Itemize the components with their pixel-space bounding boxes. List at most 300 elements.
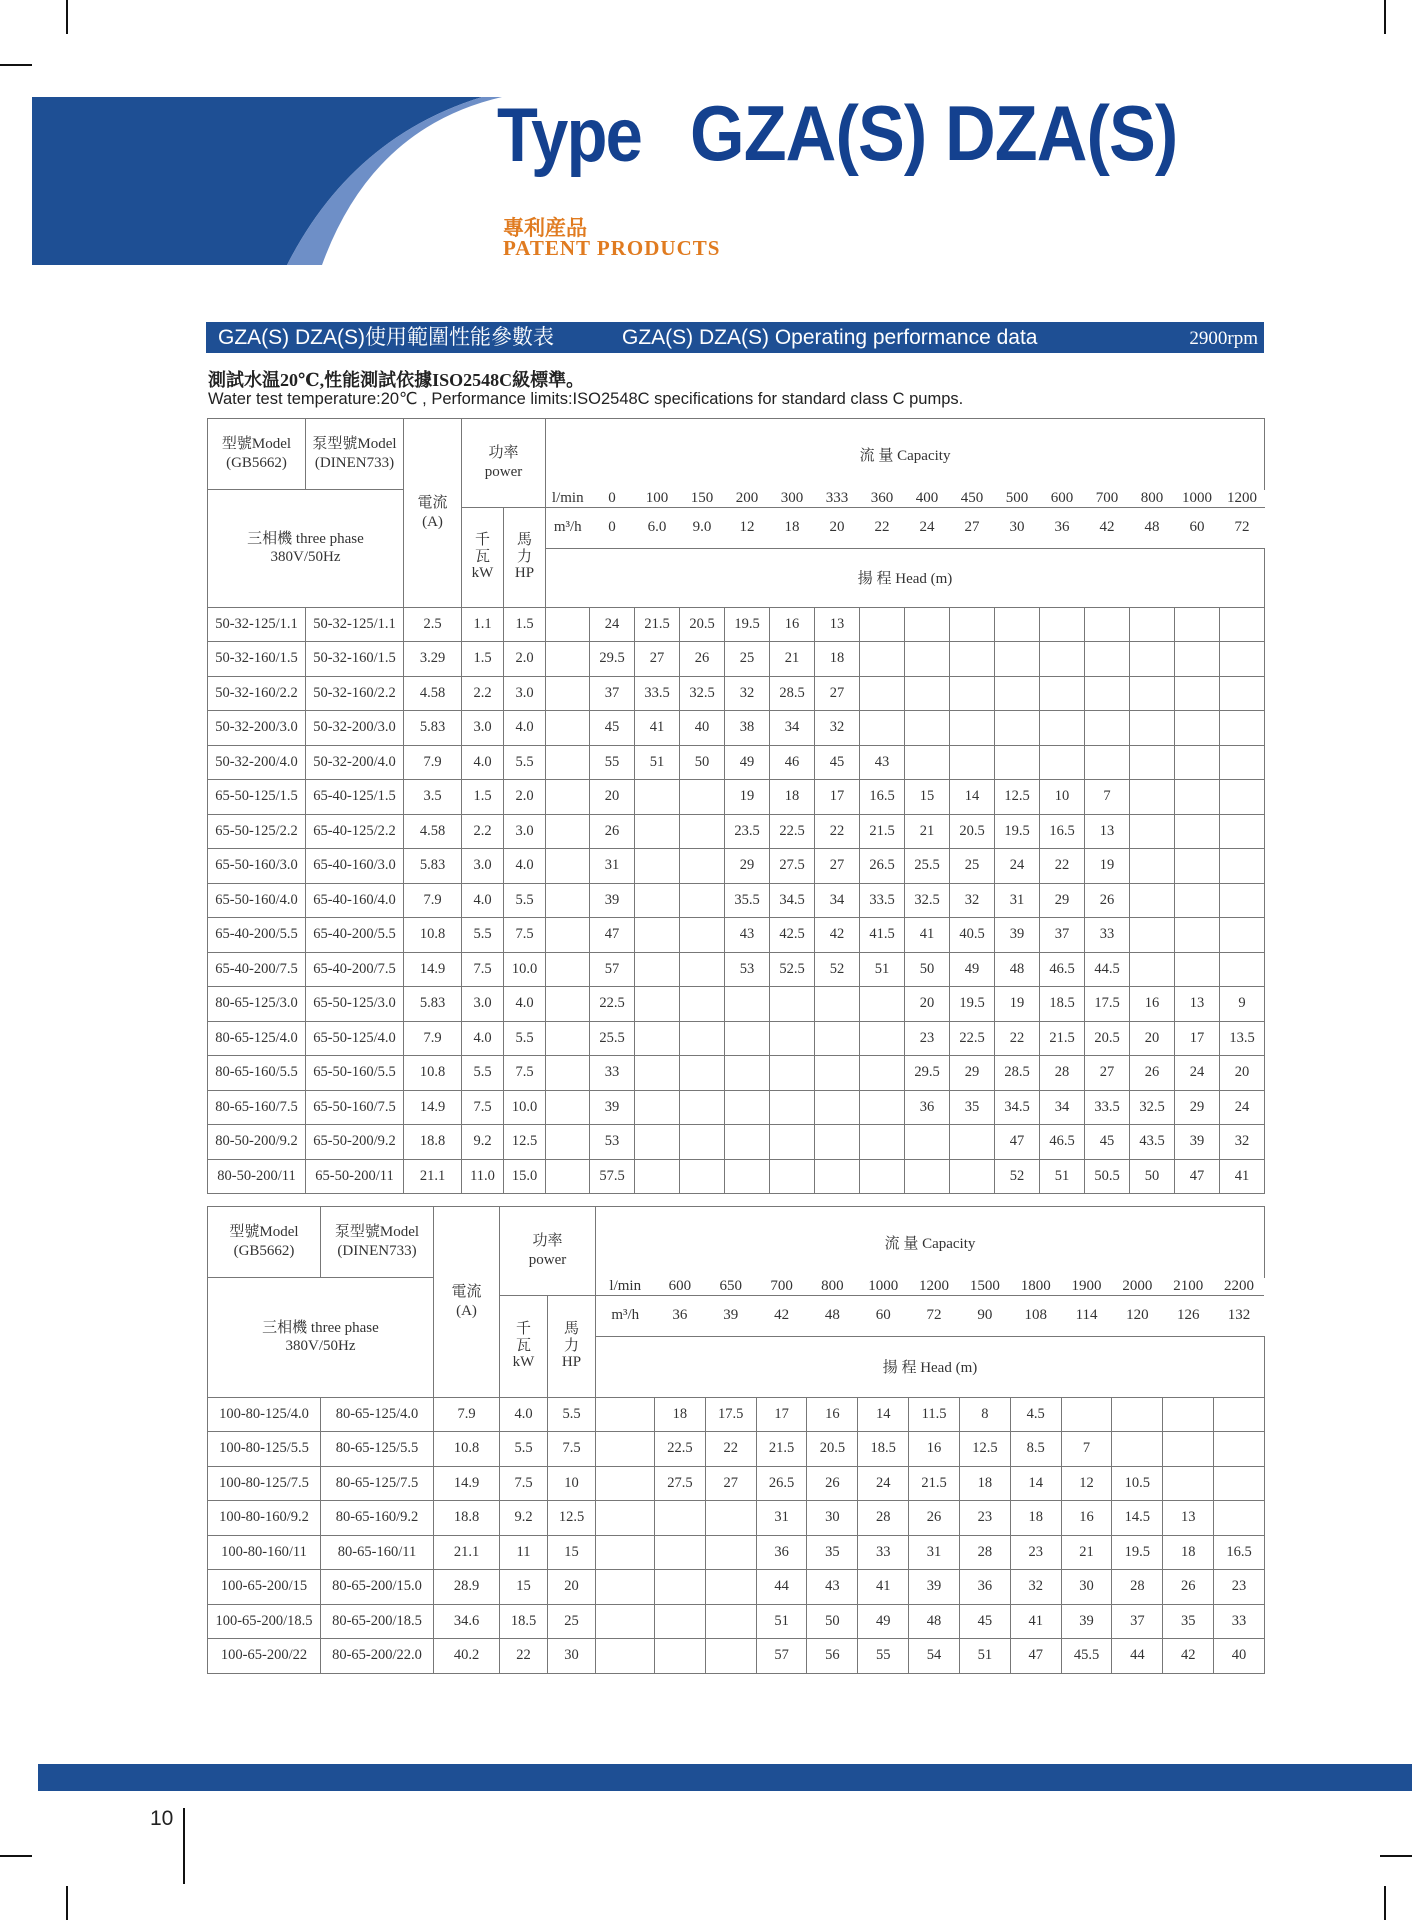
head-cell: 36 (905, 1090, 950, 1125)
head-cell (950, 745, 995, 780)
lmin-value: 400 (905, 490, 950, 508)
m3h-value: 90 (959, 1295, 1010, 1336)
table-row (208, 918, 1265, 953)
head-cell (950, 711, 995, 746)
head-cell: 28 (959, 1535, 1010, 1570)
head-cell: 10.5 (1112, 1466, 1163, 1501)
head-cell: 25.5 (590, 1021, 635, 1056)
head-cell: 20 (1130, 1021, 1175, 1056)
head-cell (1175, 952, 1220, 987)
head-cell: 32.5 (1130, 1090, 1175, 1125)
lmin-value: 2000 (1112, 1278, 1163, 1296)
current-cell: 34.6 (434, 1604, 500, 1639)
head-cell (705, 1570, 756, 1605)
head-cell: 27 (635, 642, 680, 677)
head-cell (725, 1056, 770, 1091)
header-row (208, 419, 1265, 490)
head-cell (950, 1125, 995, 1160)
table-row (208, 1466, 1265, 1501)
head-cell: 45 (590, 711, 635, 746)
head-cell: 19 (995, 987, 1040, 1022)
blank-cell (596, 1466, 655, 1501)
model-gb-cell: 80-65-160/7.5 (208, 1090, 306, 1125)
model-din-cell: 65-40-125/2.2 (306, 814, 404, 849)
head-cell: 47 (1175, 1159, 1220, 1194)
header-motor: 三相機 three phase 380V/50Hz (208, 490, 404, 608)
section-title-bar (206, 322, 1264, 353)
head-cell (1220, 814, 1265, 849)
hp-cell: 5.5 (504, 1021, 546, 1056)
head-cell: 21.5 (860, 814, 905, 849)
hp-cell: 30 (548, 1639, 596, 1674)
head-cell: 26 (590, 814, 635, 849)
blank-cell (596, 1535, 655, 1570)
head-cell (705, 1639, 756, 1674)
head-cell (1163, 1466, 1214, 1501)
blank-cell (596, 1604, 655, 1639)
head-cell: 9 (1220, 987, 1265, 1022)
blank-cell (546, 883, 590, 918)
model-din-cell: 80-65-160/11 (321, 1535, 434, 1570)
head-cell: 13 (1175, 987, 1220, 1022)
head-cell: 32 (725, 676, 770, 711)
patent-label-cn: 專利産品 (503, 216, 587, 240)
head-cell: 26 (807, 1466, 858, 1501)
head-cell: 13 (815, 607, 860, 642)
blank-cell (546, 745, 590, 780)
model-din-cell: 80-65-200/15.0 (321, 1570, 434, 1605)
head-cell (680, 1125, 725, 1160)
kw-cell: 1.5 (462, 642, 504, 677)
head-cell (1130, 745, 1175, 780)
header-current: 電流 (A) (434, 1207, 500, 1398)
hp-cell: 20 (548, 1570, 596, 1605)
m3h-value: 60 (1175, 507, 1220, 548)
table-row (208, 814, 1265, 849)
head-cell: 18 (815, 642, 860, 677)
head-cell (1214, 1466, 1265, 1501)
hp-cell: 3.0 (504, 814, 546, 849)
crop-mark (1384, 0, 1386, 34)
current-cell: 18.8 (404, 1125, 462, 1160)
header-band (32, 97, 502, 265)
head-cell (1220, 883, 1265, 918)
model-din-cell: 50-32-200/3.0 (306, 711, 404, 746)
hp-cell: 3.0 (504, 676, 546, 711)
head-cell: 33 (1214, 1604, 1265, 1639)
m3h-value: 60 (858, 1295, 909, 1336)
table-row (208, 1604, 1265, 1639)
head-cell (1040, 745, 1085, 780)
crop-mark (0, 64, 32, 66)
current-cell: 2.5 (404, 607, 462, 642)
blank-cell (546, 711, 590, 746)
head-cell: 43 (860, 745, 905, 780)
head-cell (860, 1056, 905, 1091)
table-row (208, 1056, 1265, 1091)
table-row (208, 1159, 1265, 1194)
head-cell: 16 (1130, 987, 1175, 1022)
model-gb-cell: 65-40-200/5.5 (208, 918, 306, 953)
header-kw: 千 瓦 kW (500, 1295, 548, 1397)
head-cell: 24 (590, 607, 635, 642)
head-cell: 18.5 (1040, 987, 1085, 1022)
head-cell (1220, 780, 1265, 815)
lmin-label: l/min (546, 490, 590, 508)
m3h-value: 114 (1061, 1295, 1112, 1336)
head-cell: 41.5 (860, 918, 905, 953)
head-cell: 43 (725, 918, 770, 953)
blank-cell (546, 952, 590, 987)
current-cell: 21.1 (404, 1159, 462, 1194)
head-cell: 50 (680, 745, 725, 780)
head-cell: 33 (1085, 918, 1130, 953)
head-cell: 14 (1010, 1466, 1061, 1501)
head-cell: 13 (1163, 1501, 1214, 1536)
current-cell: 3.29 (404, 642, 462, 677)
head-cell: 57 (590, 952, 635, 987)
head-cell: 20.5 (807, 1432, 858, 1467)
head-cell (725, 987, 770, 1022)
m3h-value: 27 (950, 507, 995, 548)
blank-cell (596, 1432, 655, 1467)
head-cell: 20 (590, 780, 635, 815)
head-cell: 33.5 (860, 883, 905, 918)
head-cell: 21.5 (635, 607, 680, 642)
head-cell: 50 (807, 1604, 858, 1639)
crop-mark (0, 1855, 32, 1857)
hp-cell: 10 (548, 1466, 596, 1501)
lmin-value: 2100 (1163, 1278, 1214, 1296)
head-cell: 25 (725, 642, 770, 677)
head-cell: 30 (807, 1501, 858, 1536)
head-cell: 37 (590, 676, 635, 711)
lmin-value: 600 (655, 1278, 706, 1296)
head-cell: 37 (1112, 1604, 1163, 1639)
head-cell (680, 883, 725, 918)
head-cell: 21.5 (1040, 1021, 1085, 1056)
table-row (208, 883, 1265, 918)
head-cell: 22.5 (590, 987, 635, 1022)
lmin-value: 200 (725, 490, 770, 508)
head-cell: 46 (770, 745, 815, 780)
lmin-value: 600 (1040, 490, 1085, 508)
head-cell (1040, 642, 1085, 677)
head-cell: 18 (1010, 1501, 1061, 1536)
head-cell: 57 (756, 1639, 807, 1674)
head-cell (1220, 745, 1265, 780)
m3h-value: 42 (1085, 507, 1130, 548)
header-power: 功率 power (462, 419, 546, 508)
head-cell: 19.5 (950, 987, 995, 1022)
kw-cell: 11.0 (462, 1159, 504, 1194)
head-cell: 31 (909, 1535, 960, 1570)
head-cell (905, 1125, 950, 1160)
head-cell: 29.5 (590, 642, 635, 677)
table-row (208, 1432, 1265, 1467)
head-cell (815, 1159, 860, 1194)
head-cell: 42.5 (770, 918, 815, 953)
head-cell (680, 814, 725, 849)
current-cell: 28.9 (434, 1570, 500, 1605)
hp-cell: 2.0 (504, 642, 546, 677)
head-cell (725, 1090, 770, 1125)
m3h-value: 42 (756, 1295, 807, 1336)
head-cell (860, 676, 905, 711)
model-din-cell: 80-65-125/7.5 (321, 1466, 434, 1501)
header-model-din: 泵型號Model (DINEN733) (321, 1207, 434, 1278)
header-hp: 馬 力 HP (548, 1295, 596, 1397)
head-cell: 16 (807, 1397, 858, 1432)
head-cell: 15 (905, 780, 950, 815)
header-model-din: 泵型號Model (DINEN733) (306, 419, 404, 490)
header-row (208, 490, 1265, 508)
head-cell (1175, 711, 1220, 746)
model-din-cell: 50-32-160/2.2 (306, 676, 404, 711)
blank-cell (546, 814, 590, 849)
head-cell (1130, 711, 1175, 746)
head-cell (1085, 642, 1130, 677)
head-cell: 8 (959, 1397, 1010, 1432)
current-cell: 14.9 (434, 1466, 500, 1501)
kw-cell: 4.0 (462, 883, 504, 918)
head-cell: 51 (1040, 1159, 1085, 1194)
head-cell: 26.5 (860, 849, 905, 884)
blank-cell (546, 918, 590, 953)
current-cell: 4.58 (404, 676, 462, 711)
model-din-cell: 65-50-200/9.2 (306, 1125, 404, 1160)
head-cell (635, 1159, 680, 1194)
head-cell: 40.5 (950, 918, 995, 953)
hp-cell: 15.0 (504, 1159, 546, 1194)
head-cell: 31 (756, 1501, 807, 1536)
head-cell: 35 (1163, 1604, 1214, 1639)
head-cell (680, 987, 725, 1022)
current-cell: 21.1 (434, 1535, 500, 1570)
head-cell: 41 (858, 1570, 909, 1605)
head-cell: 28 (858, 1501, 909, 1536)
model-din-cell: 65-50-160/5.5 (306, 1056, 404, 1091)
head-cell: 55 (858, 1639, 909, 1674)
lmin-value: 500 (995, 490, 1040, 508)
head-cell: 38 (725, 711, 770, 746)
model-din-cell: 65-40-125/1.5 (306, 780, 404, 815)
head-cell: 20.5 (680, 607, 725, 642)
current-cell: 4.58 (404, 814, 462, 849)
lmin-value: 700 (756, 1278, 807, 1296)
head-cell: 37 (1040, 918, 1085, 953)
head-cell: 45.5 (1061, 1639, 1112, 1674)
model-din-cell: 65-40-160/3.0 (306, 849, 404, 884)
head-cell (725, 1159, 770, 1194)
head-cell: 19.5 (995, 814, 1040, 849)
model-gb-cell: 65-40-200/7.5 (208, 952, 306, 987)
model-din-cell: 80-65-200/18.5 (321, 1604, 434, 1639)
model-din-cell: 50-32-160/1.5 (306, 642, 404, 677)
model-gb-cell: 100-80-160/11 (208, 1535, 321, 1570)
blank-cell (596, 1397, 655, 1432)
model-din-cell: 50-32-125/1.1 (306, 607, 404, 642)
head-cell (655, 1535, 706, 1570)
head-cell (1214, 1501, 1265, 1536)
head-cell (1130, 883, 1175, 918)
lmin-value: 0 (590, 490, 635, 508)
model-gb-cell: 80-50-200/11 (208, 1159, 306, 1194)
head-cell: 24 (1220, 1090, 1265, 1125)
head-cell: 52 (995, 1159, 1040, 1194)
m3h-value: 9.0 (680, 507, 725, 548)
crop-mark (1380, 1855, 1412, 1857)
head-cell (705, 1535, 756, 1570)
head-cell: 22.5 (950, 1021, 995, 1056)
head-cell: 22 (815, 814, 860, 849)
performance-table-1 (207, 418, 1265, 1194)
head-cell (1175, 642, 1220, 677)
head-cell (655, 1639, 706, 1674)
head-cell: 23 (959, 1501, 1010, 1536)
head-cell: 29 (725, 849, 770, 884)
head-cell: 7 (1085, 780, 1130, 815)
head-cell: 44.5 (1085, 952, 1130, 987)
header-hp: 馬 力 HP (504, 507, 546, 607)
head-cell: 56 (807, 1639, 858, 1674)
head-cell (905, 642, 950, 677)
m3h-value: 6.0 (635, 507, 680, 548)
head-cell: 11.5 (909, 1397, 960, 1432)
head-cell (680, 1056, 725, 1091)
title-model: GZA(S) DZA(S) (690, 89, 1178, 177)
table-row (208, 1501, 1265, 1536)
title-type: Type (497, 93, 642, 178)
header-capacity: 流 量 Capacity (596, 1207, 1265, 1278)
blank-cell (546, 849, 590, 884)
footer-bar (38, 1764, 1412, 1791)
head-cell: 28 (1040, 1056, 1085, 1091)
head-cell (995, 676, 1040, 711)
head-cell (1040, 607, 1085, 642)
head-cell: 21.5 (756, 1432, 807, 1467)
head-cell: 13 (1085, 814, 1130, 849)
hp-cell: 2.0 (504, 780, 546, 815)
head-cell: 33.5 (635, 676, 680, 711)
lmin-value: 333 (815, 490, 860, 508)
hp-cell: 10.0 (504, 952, 546, 987)
head-cell: 29.5 (905, 1056, 950, 1091)
head-cell (860, 642, 905, 677)
model-gb-cell: 50-32-160/1.5 (208, 642, 306, 677)
head-cell (1130, 952, 1175, 987)
hp-cell: 4.0 (504, 849, 546, 884)
head-cell (770, 1125, 815, 1160)
head-cell (635, 1021, 680, 1056)
model-din-cell: 65-40-160/4.0 (306, 883, 404, 918)
head-cell: 26 (1163, 1570, 1214, 1605)
head-cell (1220, 952, 1265, 987)
head-cell (905, 1159, 950, 1194)
model-gb-cell: 65-50-160/4.0 (208, 883, 306, 918)
head-cell: 18.5 (858, 1432, 909, 1467)
hp-cell: 7.5 (504, 1056, 546, 1091)
blank-cell (546, 676, 590, 711)
lmin-value: 360 (860, 490, 905, 508)
head-cell: 51 (860, 952, 905, 987)
head-cell: 46.5 (1040, 1125, 1085, 1160)
head-cell: 17.5 (705, 1397, 756, 1432)
test-note-en: Water test temperature:20℃ , Performance limits:ISO2548C specifications for standard class C pumps. (208, 390, 964, 408)
head-cell: 49 (858, 1604, 909, 1639)
current-cell: 5.83 (404, 987, 462, 1022)
head-cell: 32.5 (905, 883, 950, 918)
head-cell: 23 (1214, 1570, 1265, 1605)
head-cell: 54 (909, 1639, 960, 1674)
lmin-value: 450 (950, 490, 995, 508)
lmin-value: 650 (705, 1278, 756, 1296)
model-gb-cell: 80-65-125/3.0 (208, 987, 306, 1022)
head-cell (635, 814, 680, 849)
lmin-value: 150 (680, 490, 725, 508)
head-cell (815, 1090, 860, 1125)
lmin-value: 1000 (1175, 490, 1220, 508)
head-cell (950, 607, 995, 642)
head-cell: 26 (1085, 883, 1130, 918)
kw-cell: 3.0 (462, 849, 504, 884)
header-capacity: 流 量 Capacity (546, 419, 1265, 490)
head-cell (655, 1570, 706, 1605)
head-cell: 36 (959, 1570, 1010, 1605)
blank-cell (596, 1570, 655, 1605)
model-din-cell: 80-65-125/5.5 (321, 1432, 434, 1467)
head-cell (680, 780, 725, 815)
model-din-cell: 80-65-125/4.0 (321, 1397, 434, 1432)
lmin-label: l/min (596, 1278, 655, 1296)
current-cell: 7.9 (404, 745, 462, 780)
kw-cell: 7.5 (500, 1466, 548, 1501)
kw-cell: 15 (500, 1570, 548, 1605)
model-gb-cell: 80-65-125/4.0 (208, 1021, 306, 1056)
head-cell (1220, 849, 1265, 884)
head-cell: 14.5 (1112, 1501, 1163, 1536)
current-cell: 14.9 (404, 952, 462, 987)
head-cell: 52.5 (770, 952, 815, 987)
head-cell (680, 1090, 725, 1125)
head-cell (860, 1021, 905, 1056)
kw-cell: 3.0 (462, 987, 504, 1022)
lmin-value: 100 (635, 490, 680, 508)
head-cell: 32 (950, 883, 995, 918)
hp-cell: 5.5 (504, 745, 546, 780)
table-row (208, 987, 1265, 1022)
head-cell: 27 (1085, 1056, 1130, 1091)
lmin-value: 1500 (959, 1278, 1010, 1296)
head-cell: 12.5 (995, 780, 1040, 815)
head-cell: 14 (858, 1397, 909, 1432)
hp-cell: 12.5 (548, 1501, 596, 1536)
table-row (208, 711, 1265, 746)
blank-cell (546, 1021, 590, 1056)
blank-cell (546, 987, 590, 1022)
m3h-value: 22 (860, 507, 905, 548)
model-gb-cell: 100-65-200/18.5 (208, 1604, 321, 1639)
head-cell: 39 (909, 1570, 960, 1605)
head-cell: 41 (635, 711, 680, 746)
hp-cell: 7.5 (548, 1432, 596, 1467)
head-cell: 16.5 (1214, 1535, 1265, 1570)
head-cell: 53 (725, 952, 770, 987)
head-cell: 16 (770, 607, 815, 642)
m3h-value: 36 (655, 1295, 706, 1336)
head-cell: 21 (905, 814, 950, 849)
model-gb-cell: 80-65-160/5.5 (208, 1056, 306, 1091)
